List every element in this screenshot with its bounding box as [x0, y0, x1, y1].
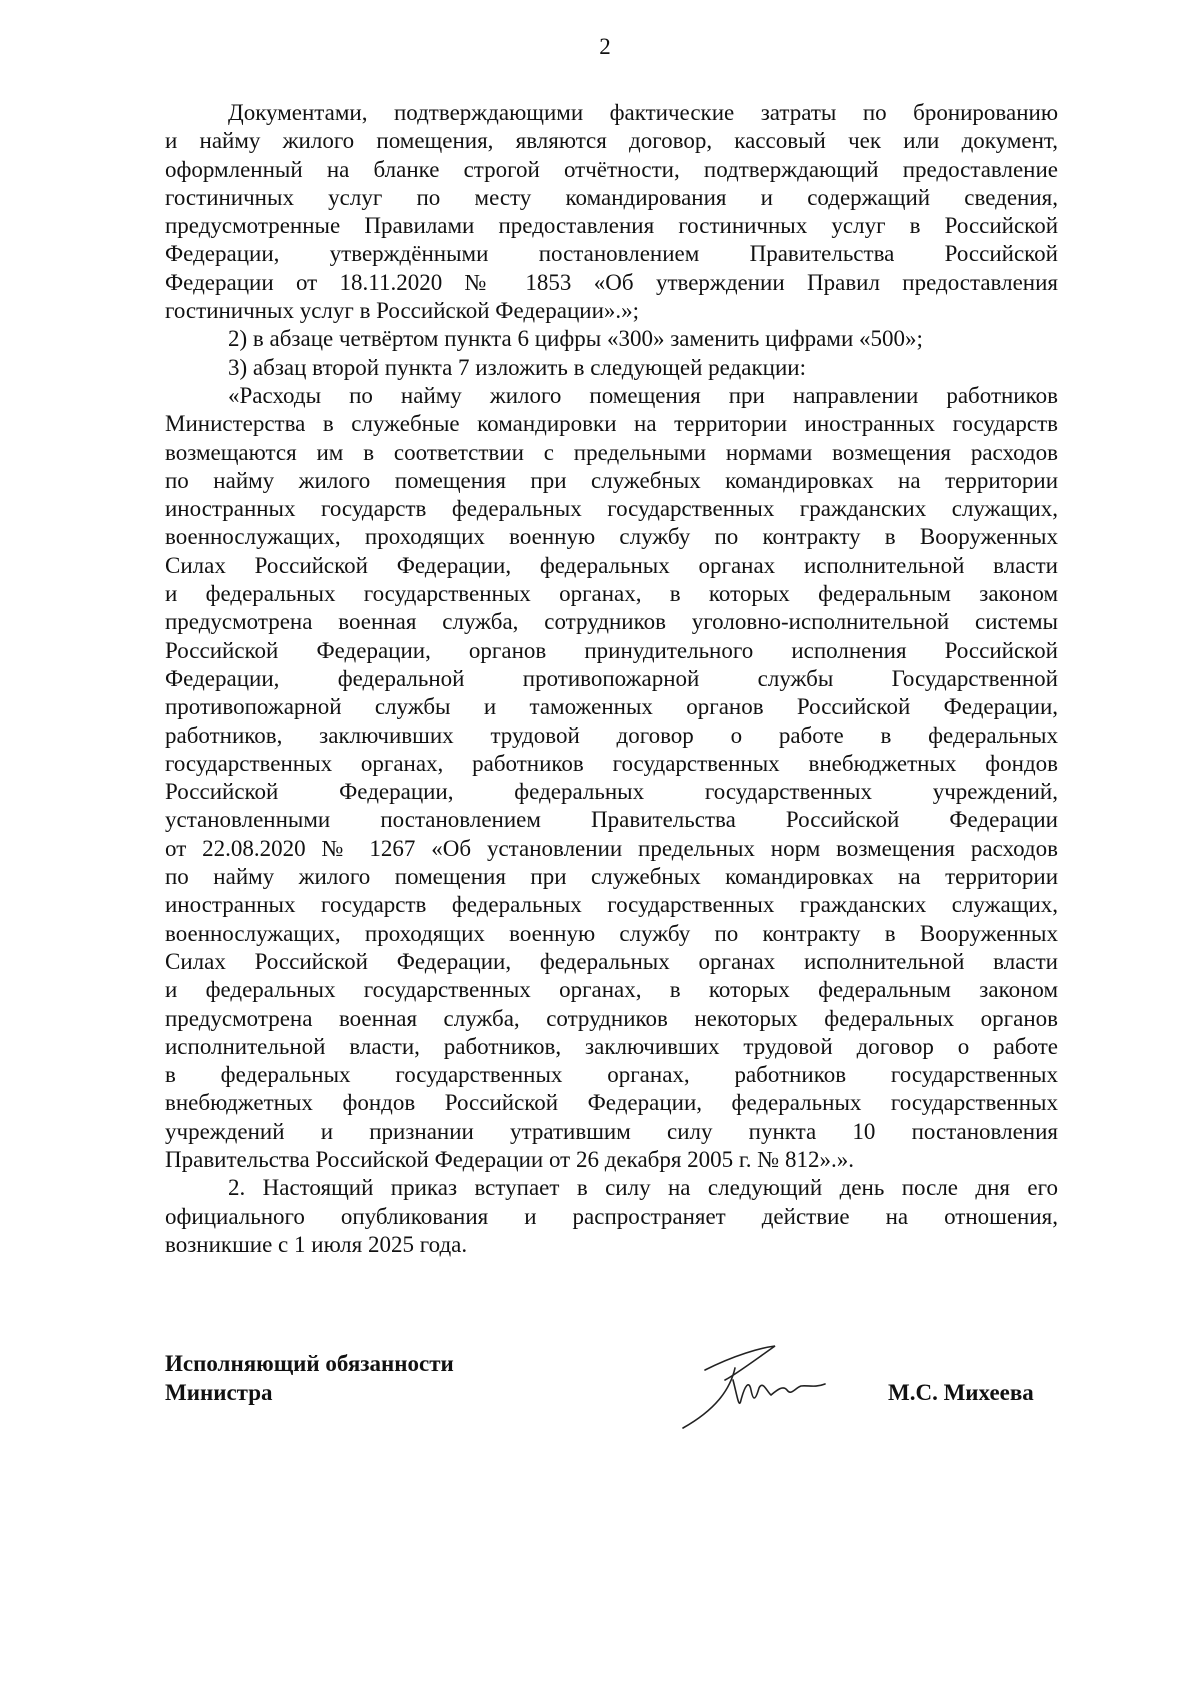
text-line: военнослужащих, проходящих военную службу по контракту в Вооруженных	[165, 524, 1058, 550]
text-line: оформленный на бланке строгой отчётности, подтверждающий предоставление	[165, 156, 1058, 182]
text-line: внебюджетных фондов Российской Федерации, федеральных государственных	[165, 1090, 1058, 1116]
text-line: 3) абзац второй пункта 7 изложить в следующей редакции:	[228, 354, 806, 380]
text-line: военнослужащих, проходящих военную службу по контракту в Вооруженных	[165, 920, 1058, 946]
text-line: противопожарной службы и таможенных органов Российской Федерации,	[165, 694, 1058, 720]
text-line: иностранных государств федеральных государственных гражданских служащих,	[165, 496, 1058, 522]
signatory-title-line: Исполняющий обязанности	[165, 1351, 454, 1376]
text-line: и федеральных государственных органах, в которых федеральным законом	[165, 581, 1058, 607]
text-line: в федеральных государственных органах, работников государственных	[165, 1062, 1058, 1088]
text-line: работников, заключивших трудовой договор о работе в федеральных	[165, 722, 1058, 748]
text-line: возмещаются им в соответствии с предельными нормами возмещения расходов	[165, 439, 1058, 465]
signatory-name: М.С. Михеева	[888, 1380, 1034, 1405]
text-line: 2) в абзаце четвёртом пункта 6 цифры «300» заменить цифрами «500»;	[228, 326, 923, 352]
text-line: гостиничных услуг в Российской Федерации».»;	[165, 298, 640, 324]
text-line: и найму жилого помещения, являются договор, кассовый чек или документ,	[165, 128, 1058, 154]
text-line: «Расходы по найму жилого помещения при направлении работников	[228, 382, 1058, 408]
text-line: иностранных государств федеральных государственных гражданских служащих,	[165, 892, 1058, 918]
text-line: Российской Федерации, федеральных государственных учреждений,	[165, 779, 1058, 805]
text-line: и федеральных государственных органах, в которых федеральным законом	[165, 977, 1058, 1003]
text-line: возникшие с 1 июля 2025 года.	[165, 1231, 468, 1257]
text-line: установленными постановлением Правительства Российской Федерации	[165, 807, 1058, 833]
text-line: Федерации от 18.11.2020 № 1853 «Об утверждении Правил предоставления	[165, 269, 1058, 295]
text-line: Документами, подтверждающими фактические затраты по бронированию	[228, 100, 1058, 125]
text-line: Федерации, федеральной противопожарной службы Государственной	[165, 665, 1058, 691]
text-line: Федерации, утверждёнными постановлением Правительства Российской	[165, 241, 1058, 267]
text-line: по найму жилого помещения при служебных командировках на территории	[165, 467, 1058, 493]
text-line: Министерства в служебные командировки на территории иностранных государств	[165, 411, 1058, 437]
text-line: Силах Российской Федерации, федеральных органах исполнительной власти	[165, 552, 1058, 578]
text-line: официального опубликования и распространяет действие на отношения,	[165, 1203, 1058, 1229]
signatory-title-line: Министра	[165, 1379, 273, 1405]
text-line: Российской Федерации, органов принудительного исполнения Российской	[165, 637, 1058, 663]
text-line: предусмотрена военная служба, сотрудников некоторых федеральных органов	[165, 1005, 1058, 1031]
text-line: Силах Российской Федерации, федеральных органах исполнительной власти	[165, 948, 1058, 974]
signatory-title	[165, 1350, 454, 1407]
text-line: исполнительной власти, работников, заключивших трудовой договор о работе	[165, 1033, 1058, 1059]
document-body	[165, 99, 1058, 1259]
text-line: гостиничных услуг по месту командирования и содержащий сведения,	[165, 184, 1058, 210]
page-number: 2	[599, 34, 611, 59]
text-line: государственных органах, работников государственных внебюджетных фондов	[165, 750, 1058, 776]
text-line: предусмотренные Правилами предоставления гостиничных услуг в Российской	[165, 213, 1058, 239]
text-line: по найму жилого помещения при служебных командировках на территории	[165, 864, 1058, 890]
text-line: учреждений и признании утратившим силу пункта 10 постановления	[165, 1118, 1058, 1144]
text-line: предусмотрена военная служба, сотрудников уголовно-исполнительной системы	[165, 609, 1058, 635]
text-line: 2. Настоящий приказ вступает в силу на следующий день после дня его	[228, 1175, 1058, 1201]
text-line: от 22.08.2020 № 1267 «Об установлении предельных норм возмещения расходов	[165, 835, 1058, 861]
handwritten-signature	[675, 1340, 845, 1435]
text-line: Правительства Российской Федерации от 26 декабря 2005 г. № 812».».	[165, 1146, 854, 1172]
